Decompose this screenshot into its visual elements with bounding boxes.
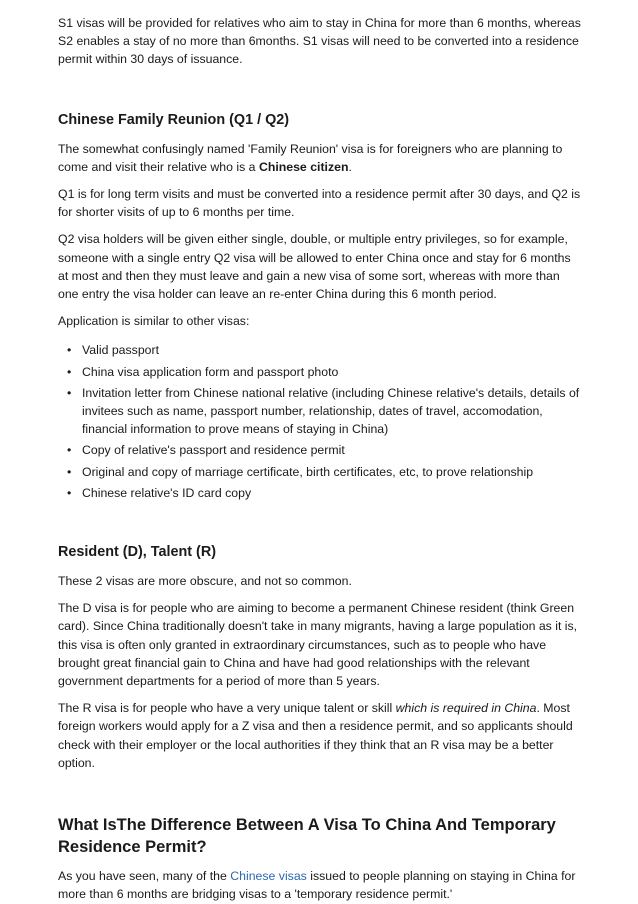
family-paragraph-1 (58, 140, 583, 176)
intro-paragraph: S1 visas will be provided for relatives who aim to stay in China for more than 6 months, whereas S2 enables a stay of no more than 6months. S1 visas will need to be converted into a residence permit within 30 days of issuance. (58, 16, 581, 67)
bullet-icon: • (67, 443, 72, 458)
list-item: • Original and copy of marriage certificate, birth certificates, etc, to prove relationship (82, 463, 583, 481)
chinese-visas-link[interactable]: Chinese visas (230, 869, 307, 884)
document-page (58, 14, 583, 904)
family-paragraph-2: Q1 is for long term visits and must be converted into a residence permit after 30 days, and Q2 is for shorter visits of up to 6 months per time. (58, 187, 581, 220)
bullet-icon: • (67, 364, 72, 379)
family-paragraph-3: Q2 visa holders will be given either single, double, or multiple entry privileges, so for example, someone with a single entry Q2 visa will be allowed to enter China once and stay for 6 months at most and then they must leave and gain a new visa of some sort, whereas with more than one entry the visa holder can leave an re-enter China during this 6 month period. (58, 232, 571, 302)
chinese-citizen-bold: Chinese citizen (258, 159, 349, 174)
bullet-icon: • (67, 485, 72, 500)
family-reunion-heading: Chinese Family Reunion (Q1 / Q2) (58, 111, 290, 128)
family-reunion-section (58, 110, 583, 502)
difference-paragraph-1: As you have seen, many of the Chinese visas issued to people planning on staying in China for more than 6 months are bridging visas to a 'temporary residence permit.' (58, 869, 576, 902)
bullet-icon: • (67, 343, 72, 358)
list-item: • Copy of relative's passport and residence permit (82, 441, 583, 459)
requirements-list (58, 341, 583, 502)
resident-paragraph-1: These 2 visas are more obscure, and not so common. (58, 574, 352, 589)
family-p1-text: The somewhat confusingly named 'Family Reunion' visa is for foreigners who are planning to come and visit their relative who is a (58, 141, 563, 174)
list-item: • Valid passport (82, 341, 583, 359)
resident-talent-heading: Resident (D), Talent (R) (58, 544, 217, 561)
bullet-icon: • (67, 385, 72, 400)
required-in-china-italic: which is required in China (395, 701, 537, 716)
bullet-icon: • (67, 464, 72, 479)
difference-section (58, 814, 583, 903)
family-p1-end: . (348, 159, 352, 174)
family-paragraph-4: Application is similar to other visas: (58, 314, 250, 329)
resident-paragraph-3: The R visa is for people who have a very unique talent or skill which is required in China. Most foreign workers would apply for a Z visa and then a residence permit, and so applicants should check with their employer or the local authorities if they think that an R visa may be a better option. (58, 701, 573, 770)
list-item: • China visa application form and passport photo (82, 363, 583, 381)
list-item: • Invitation letter from Chinese national relative (including Chinese relative's details, details of invitees such as name, passport number, relationship, dates of travel, accomodation, financial information to prove means of staying in China) (67, 385, 580, 437)
list-item: • Chinese relative's ID card copy (82, 484, 583, 502)
resident-paragraph-2: The D visa is for people who are aiming to become a permanent Chinese resident (think Green card). Since China traditionally doesn't take in many migrants, having a large population as it is, this visa is often only granted in extraordinary circumstances, such as to people who have brought great financial gain to China and have had good relationships with the relevant government departments for a period of more than 5 years. (58, 601, 578, 689)
difference-heading: What IsThe Difference Between A Visa To China And Temporary Residence Permit? (58, 816, 556, 857)
resident-talent-section (58, 542, 583, 772)
